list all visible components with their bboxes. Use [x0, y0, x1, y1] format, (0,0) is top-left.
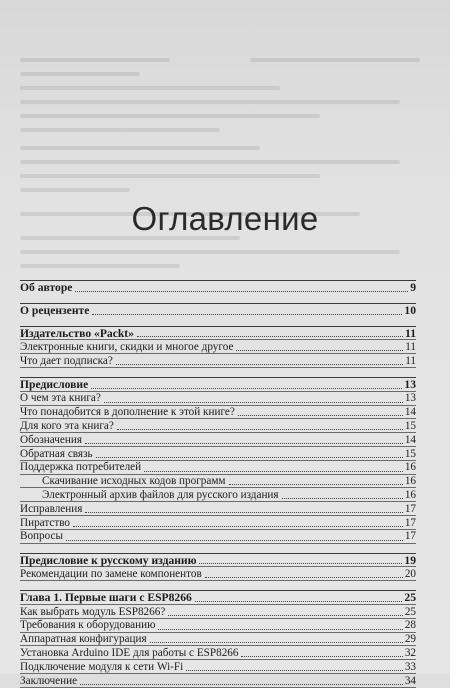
dot-leader [195, 601, 403, 602]
section-entry [20, 605, 416, 619]
dot-leader [241, 656, 402, 657]
section-gap [20, 294, 416, 303]
page-number: 13 [404, 392, 416, 405]
page-number: 14 [404, 406, 416, 419]
dot-leader [66, 540, 403, 541]
page-number: 16 [404, 461, 416, 474]
dot-leader [116, 364, 403, 365]
dot-leader [236, 350, 403, 351]
entry-title: Требования к оборудованию [20, 619, 156, 632]
section-entry [20, 660, 416, 674]
entry-title: Заключение [20, 674, 78, 687]
page-number: 20 [404, 567, 416, 580]
entry-title: Обратная связь [20, 447, 93, 460]
dot-leader [91, 388, 402, 389]
entry-title: О чем эта книга? [20, 392, 101, 405]
entry-title: Вопросы [20, 530, 63, 543]
page-number: 10 [404, 304, 416, 317]
chapter-entry [20, 591, 416, 605]
chapter-entry [20, 378, 416, 392]
toc-heading: Оглавление [131, 200, 319, 237]
toc-section [20, 326, 416, 368]
page-number: 15 [404, 419, 416, 432]
page-number: 29 [404, 633, 416, 646]
dot-leader [75, 291, 408, 292]
section-entry [20, 433, 416, 447]
section-entry [20, 392, 416, 406]
subsection-entry [20, 475, 416, 489]
dot-leader [96, 457, 403, 458]
chapter-entry [20, 281, 416, 294]
page-number: 32 [404, 646, 416, 659]
section-gap [20, 544, 416, 553]
section-gap [20, 368, 416, 377]
entry-title: Что понадобится в дополнение к этой книге? [20, 406, 235, 419]
page-number: 14 [404, 433, 416, 446]
entry-title: Что дает подписка? [20, 354, 113, 367]
dot-leader [150, 642, 403, 643]
entry-title: Электронный архив файлов для русского издания [42, 488, 279, 501]
dot-leader [238, 415, 403, 416]
chapter-entry [20, 327, 416, 341]
entry-title: Установка Arduino IDE для работы с ESP8266 [20, 646, 239, 659]
toc-section [20, 377, 416, 544]
section-gap [20, 317, 416, 326]
section-entry [20, 354, 416, 368]
dot-leader [199, 563, 402, 564]
entry-title: Подключение модуля к сети Wi-Fi [20, 660, 184, 673]
subsection-entry [20, 488, 416, 502]
section-entry [20, 674, 416, 688]
section-gap [20, 581, 416, 590]
entry-title: О рецензенте [20, 304, 90, 317]
entry-title: Как выбрать модуль ESP8266? [20, 605, 166, 618]
page-number: 17 [404, 516, 416, 529]
section-entry [20, 419, 416, 433]
dot-leader [92, 314, 402, 315]
dot-leader [80, 684, 403, 685]
section-entry [20, 340, 416, 354]
dot-leader [158, 629, 402, 630]
dot-leader [117, 429, 403, 430]
dot-leader [85, 443, 403, 444]
page-number: 19 [404, 553, 416, 567]
section-entry [20, 516, 416, 530]
page-number: 11 [405, 340, 416, 353]
page-number: 9 [410, 281, 416, 295]
entry-title: Предисловие [20, 378, 89, 392]
toc-section [20, 280, 416, 294]
section-entry [20, 530, 416, 544]
section-entry [20, 633, 416, 647]
entry-title: Поддержка потребителей [20, 461, 142, 474]
dot-leader [144, 471, 403, 472]
dot-leader [73, 526, 403, 527]
page-number: 28 [404, 619, 416, 632]
dot-leader [85, 512, 402, 513]
page-number: 17 [404, 530, 416, 543]
page-number: 13 [404, 378, 416, 392]
toc-section [20, 303, 416, 317]
dot-leader [205, 577, 403, 578]
entry-title: Электронные книги, скидки и многое другое [20, 340, 234, 353]
page-number: 16 [404, 488, 416, 501]
entry-title: Для кого эта книга? [20, 419, 114, 432]
entry-title: Издательство «Packt» [20, 326, 134, 340]
entry-title: Рекомендации по замене компонентов [20, 567, 202, 580]
page-number: 11 [405, 326, 416, 340]
section-entry [20, 502, 416, 516]
page-number: 33 [404, 660, 416, 673]
entry-title: Предисловие к русскому изданию [20, 553, 197, 567]
entry-title: Обозначения [20, 433, 83, 446]
section-entry [20, 646, 416, 660]
entry-title: Глава 1. Первые шаги с ESP8266 [20, 591, 192, 605]
entry-title: Об авторе [20, 281, 73, 295]
page-number: 34 [404, 674, 416, 687]
page-number: 25 [404, 591, 416, 605]
chapter-entry [20, 304, 416, 317]
page-number: 15 [404, 447, 416, 460]
entry-title: Скачивание исходных кодов программ [42, 475, 226, 488]
entry-title: Пиратство [20, 516, 71, 529]
toc-section [20, 553, 416, 582]
page-number: 17 [404, 502, 416, 515]
dot-leader [104, 402, 403, 403]
chapter-entry [20, 554, 416, 568]
entry-title: Аппаратная конфигурация [20, 633, 147, 646]
dot-leader [229, 484, 403, 485]
page-number: 11 [405, 354, 416, 367]
dot-leader [186, 670, 403, 671]
toc-section [20, 590, 416, 688]
dot-leader [137, 336, 403, 337]
section-entry [20, 406, 416, 420]
entry-title: Исправления [20, 502, 83, 515]
page-number: 16 [404, 475, 416, 488]
section-entry [20, 447, 416, 461]
section-entry [20, 461, 416, 475]
dot-leader [168, 615, 403, 616]
dot-leader [282, 498, 403, 499]
section-entry [20, 567, 416, 581]
table-of-contents [20, 280, 416, 688]
page-number: 25 [404, 605, 416, 618]
section-entry [20, 619, 416, 633]
